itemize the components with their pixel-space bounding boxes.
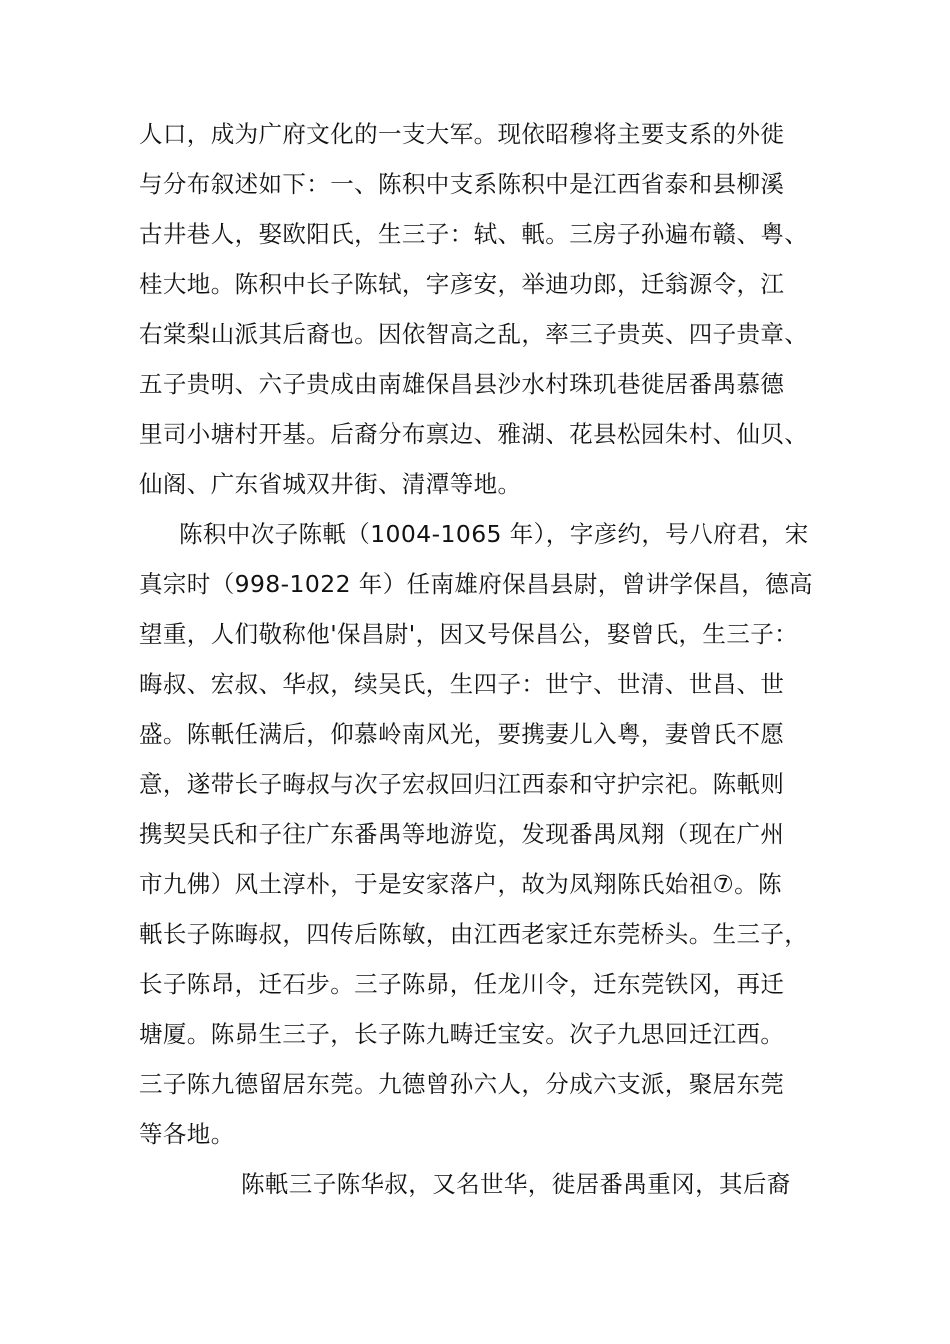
- paragraph-2-line-13: 等各地。: [139, 1120, 235, 1148]
- paragraph-2-line-9: 軝长子陈晦叔，四传后陈敏，由江西老家迁东莞桥头。生三子，: [139, 920, 809, 948]
- paragraph-2-line-10: 长子陈昂，迁石步。三子陈昴，任龙川令，迁东莞铁冈，再迁: [139, 970, 785, 998]
- paragraph-1-line-3: 古井巷人，娶欧阳氏，生三子：轼、軝。三房子孙遍布赣、粤、: [139, 220, 809, 248]
- paragraph-1-line-7: 里司小塘村开基。后裔分布禀边、雅湖、花县松园朱村、仙贝、: [139, 420, 809, 448]
- paragraph-1-line-5: 右棠梨山派其后裔也。因依智高之乱，率三子贵英、四子贵章、: [139, 320, 809, 348]
- paragraph-2-line-5: 盛。陈軝任满后，仰慕岭南风光，要携妻儿入粤，妻曾氏不愿: [139, 720, 785, 748]
- paragraph-1-line-4: 桂大地。陈积中长子陈轼，字彦安，举迪功郎，迁翁源令，江: [139, 270, 785, 298]
- paragraph-2-line-2: 真宗时（998-1022 年）任南雄府保昌县尉，曾讲学保昌，德高: [139, 570, 813, 598]
- paragraph-2-line-4: 晦叔、宏叔、华叔，续吴氏，生四子：世宁、世清、世昌、世: [139, 670, 785, 698]
- paragraph-2-line-12: 三子陈九德留居东莞。九德曾孙六人，分成六支派，聚居东莞: [139, 1070, 785, 1098]
- paragraph-1-line-8: 仙阁、广东省城双井街、清潭等地。: [139, 470, 522, 498]
- paragraph-2-line-8: 市九佛）风土淳朴，于是安家落户，故为凤翔陈氏始祖⑦。陈: [139, 870, 782, 898]
- paragraph-3-line-1: 陈軝三子陈华叔，又名世华，徙居番禺重冈，其后裔: [241, 1170, 791, 1198]
- paragraph-2-line-7: 携契吴氏和子往广东番禺等地游览，发现番禺凤翔（现在广州: [139, 820, 785, 848]
- paragraph-1-line-6: 五子贵明、六子贵成由南雄保昌县沙水村珠玑巷徙居番禺慕德: [139, 370, 785, 398]
- paragraph-2-line-1: 陈积中次子陈軝（1004-1065 年），字彦约，号八府君，宋: [179, 520, 809, 548]
- paragraph-2-line-3: 望重，人们敬称他'保昌尉'，因又号保昌公，娶曾氏，生三子：: [139, 620, 799, 648]
- paragraph-2-line-11: 塘厦。陈昴生三子，长子陈九畴迁宝安。次子九思回迁江西。: [139, 1020, 785, 1048]
- paragraph-1-line-2: 与分布叙述如下：一、陈积中支系陈积中是江西省泰和县柳溪: [139, 170, 785, 198]
- paragraph-2-line-6: 意，遂带长子晦叔与次子宏叔回归江西泰和守护宗祀。陈軝则: [139, 770, 785, 798]
- paragraph-1-line-1: 人口，成为广府文化的一支大军。现依昭穆将主要支系的外徙: [139, 120, 785, 148]
